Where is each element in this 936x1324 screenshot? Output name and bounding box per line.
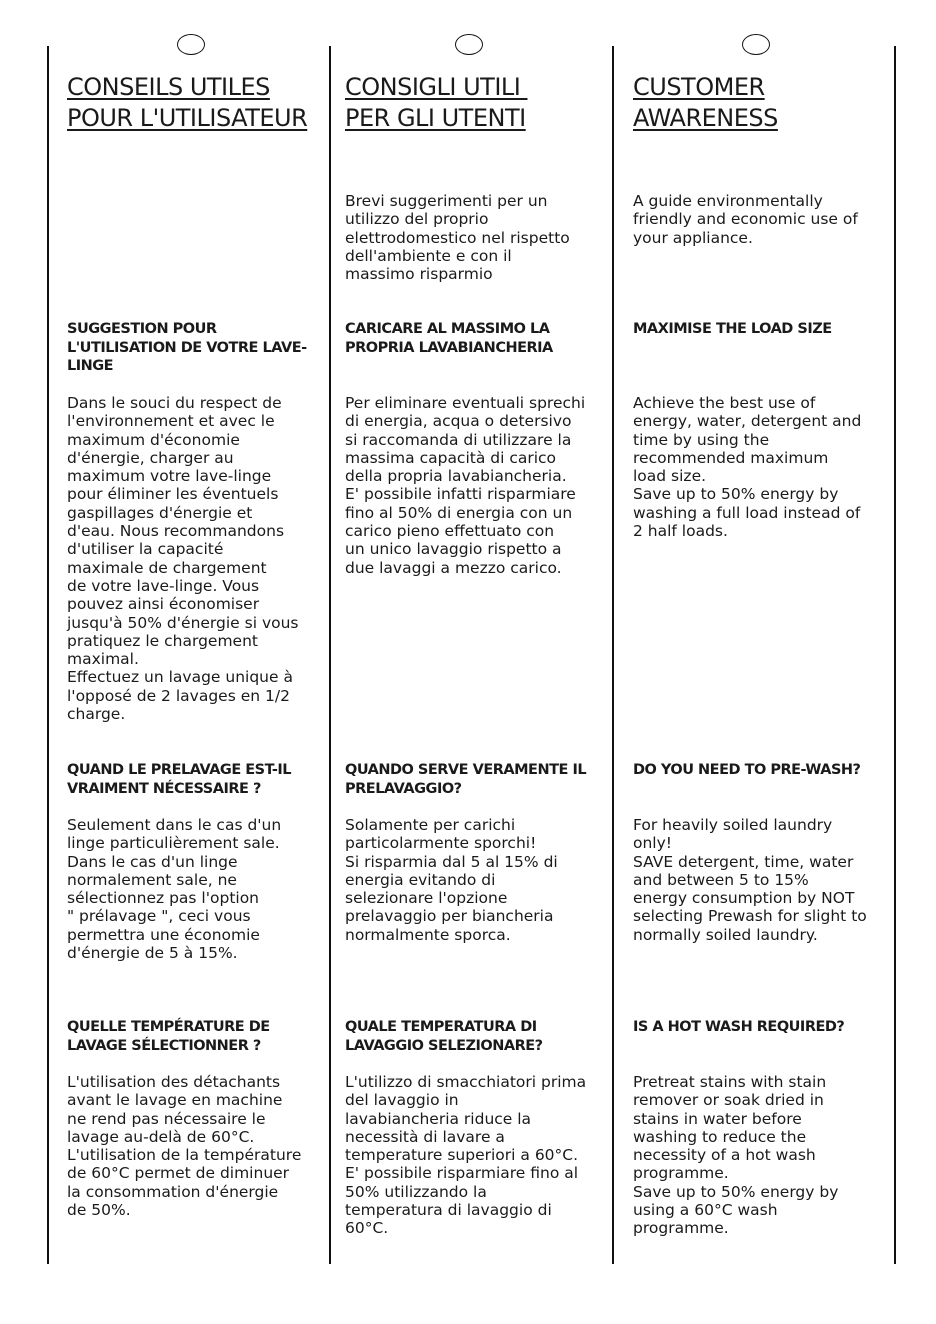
title-line: AWARENESS (633, 104, 778, 132)
body-line: de 50%. (67, 1201, 131, 1220)
intro-line: your appliance. (633, 228, 753, 247)
body-line: Save up to 50% energy by (633, 1182, 839, 1201)
body-line: Dans le cas d'un linge (67, 852, 238, 871)
language-marker-icon (455, 34, 483, 55)
body-line: gaspillages d'énergie et (67, 503, 253, 522)
section-heading (633, 1018, 903, 1037)
body-line: load size. (633, 467, 707, 486)
column-divider (329, 46, 331, 1264)
body-line: stains in water before (633, 1109, 802, 1128)
body-line: pour éliminer les éventuels (67, 485, 279, 504)
body-line: and between 5 to 15% (633, 870, 809, 889)
body-line: Pretreat stains with stain (633, 1073, 827, 1091)
heading-line: QUELLE TEMPÉRATURE DE (67, 1019, 270, 1035)
body-line: programme. (633, 1164, 729, 1183)
body-line: l'environnement et avec le (67, 412, 275, 431)
body-line: Save up to 50% energy by (633, 485, 839, 504)
intro-line: utilizzo del proprio (345, 210, 489, 229)
body-line: only! (633, 834, 672, 853)
body-line: selecting Prewash for slight to (633, 907, 867, 926)
body-line: massima capacità di carico (345, 448, 557, 467)
body-line: E' possibile infatti risparmiare (345, 485, 576, 504)
body-line: L'utilisation des détachants (67, 1073, 281, 1091)
body-line: fino al 50% di energia con un (345, 503, 573, 522)
section-body (345, 1073, 607, 1238)
body-line: charge. (67, 705, 126, 724)
heading-line: LAVAGGIO SELEZIONARE? (345, 1037, 543, 1054)
column-intro (633, 192, 895, 247)
body-line: washing to reduce the (633, 1127, 807, 1146)
body-line: si raccomanda di utilizzare la (345, 430, 572, 449)
section-heading (633, 761, 903, 780)
heading-line: QUALE TEMPERATURA DI (345, 1019, 537, 1035)
body-line: 2 half loads. (633, 522, 728, 541)
body-line: selezionare l'opzione (345, 889, 508, 908)
body-line: energy, water, detergent and (633, 412, 862, 431)
body-line: d'énergie, charger au (67, 448, 234, 467)
column-intro (345, 192, 607, 283)
heading-line: LINGE (67, 358, 114, 375)
heading-line: IS A HOT WASH REQUIRED? (633, 1019, 845, 1035)
title-line: POUR L'UTILISATEUR (67, 104, 308, 132)
body-line: de 60°C permet de diminuer (67, 1164, 290, 1183)
intro-line: dell'ambiente e con il (345, 246, 512, 265)
body-line: d'énergie de 5 à 15%. (67, 944, 238, 963)
section-heading (67, 761, 337, 798)
body-line: ne rend pas nécessaire le (67, 1109, 266, 1128)
title-line: PER GLI UTENTI (345, 104, 526, 132)
title-line: CUSTOMER (633, 73, 765, 101)
section-heading (345, 320, 615, 357)
body-line: necessity of a hot wash (633, 1146, 816, 1165)
body-line: Solamente per carichi (345, 816, 516, 834)
body-line: " prélavage ", ceci vous (67, 907, 251, 926)
body-line: maximum votre lave-linge (67, 467, 272, 486)
body-line: Achieve the best use of (633, 394, 816, 412)
language-marker-icon (742, 34, 770, 55)
section-body (67, 394, 329, 723)
section-body (345, 816, 607, 944)
body-line: SAVE detergent, time, water (633, 852, 854, 871)
body-line: pouvez ainsi économiser (67, 595, 260, 614)
body-line: Per eliminare eventuali sprechi (345, 394, 586, 412)
body-line: Dans le souci du respect de (67, 394, 282, 412)
section-heading (67, 1018, 337, 1055)
body-line: linge particulièrement sale. (67, 834, 280, 853)
column-title (633, 72, 778, 134)
body-line: pratiquez le chargement (67, 631, 258, 650)
body-line: un unico lavaggio rispetto a (345, 540, 562, 559)
body-line: 60°C. (345, 1219, 389, 1238)
body-line: carico pieno effettuato con (345, 522, 555, 541)
body-line: recommended maximum (633, 448, 829, 467)
body-line: prelavaggio per biancheria (345, 907, 554, 926)
body-line: maximal. (67, 650, 139, 669)
heading-line: QUANDO SERVE VERAMENTE IL (345, 762, 587, 778)
body-line: due lavaggi a mezzo carico. (345, 558, 562, 577)
body-line: normally soiled laundry. (633, 925, 818, 944)
title-line: CONSIGLI UTILI (345, 73, 528, 101)
body-line: lavabiancheria riduce la (345, 1109, 532, 1128)
body-line: maximale de chargement (67, 558, 267, 577)
intro-line: A guide environmentally (633, 192, 823, 210)
intro-line: massimo risparmio (345, 265, 493, 284)
column-title (67, 72, 307, 134)
body-line: Seulement dans le cas d'un (67, 816, 282, 834)
section-body (67, 1073, 329, 1219)
section-body (633, 816, 895, 944)
body-line: d'utiliser la capacité (67, 540, 224, 559)
heading-line: L'UTILISATION DE VOTRE LAVE- (67, 339, 307, 356)
heading-line: QUAND LE PRELAVAGE EST-IL (67, 762, 292, 778)
body-line: temperature superiori a 60°C. (345, 1146, 579, 1165)
body-line: L'utilisation de la température (67, 1146, 302, 1165)
body-line: Si risparmia dal 5 al 15% di (345, 852, 558, 871)
body-line: lavage au-delà de 60°C. (67, 1127, 255, 1146)
body-line: energy consumption by NOT (633, 889, 855, 908)
body-line: sélectionnez pas l'option (67, 889, 260, 908)
body-line: E' possibile risparmiare fino al (345, 1164, 579, 1183)
body-line: de votre lave-linge. Vous (67, 576, 260, 595)
body-line: del lavaggio in (345, 1091, 459, 1110)
section-body (67, 816, 329, 962)
body-line: l'opposé de 2 lavages en 1/2 (67, 686, 290, 705)
intro-line: elettrodomestico nel rispetto (345, 228, 570, 247)
language-marker-icon (177, 34, 205, 55)
body-line: la consommation d'énergie (67, 1182, 279, 1201)
body-line: jusqu'à 50% d'énergie si vous (67, 613, 299, 632)
body-line: maximum d'économie (67, 430, 240, 449)
body-line: avant le lavage en machine (67, 1091, 283, 1110)
column-divider (47, 46, 49, 1264)
section-body (633, 394, 895, 540)
section-heading (345, 1018, 615, 1055)
body-line: washing a full load instead of (633, 503, 861, 522)
body-line: programme. (633, 1219, 729, 1238)
heading-line: DO YOU NEED TO PRE-WASH? (633, 762, 861, 778)
section-heading (633, 320, 903, 339)
intro-line: Brevi suggerimenti per un (345, 192, 548, 210)
section-heading (67, 320, 337, 376)
section-body (345, 394, 607, 577)
body-line: 50% utilizzando la (345, 1182, 487, 1201)
body-line: energia evitando di (345, 870, 496, 889)
body-line: particolarmente sporchi! (345, 834, 537, 853)
body-line: permettra une économie (67, 925, 260, 944)
heading-line: VRAIMENT NÉCESSAIRE ? (67, 780, 261, 797)
title-line: CONSEILS UTILES (67, 73, 270, 101)
body-line: di energia, acqua o detersivo (345, 412, 572, 431)
body-line: remover or soak dried in (633, 1091, 824, 1110)
intro-line: friendly and economic use of (633, 210, 858, 229)
heading-line: PRELAVAGGIO? (345, 780, 462, 797)
body-line: d'eau. Nous recommandons (67, 522, 285, 541)
heading-line: SUGGESTION POUR (67, 321, 217, 337)
body-line: necessità di lavare a (345, 1127, 505, 1146)
column-title (345, 72, 527, 134)
body-line: using a 60°C wash (633, 1201, 778, 1220)
section-heading (345, 761, 615, 798)
section-body (633, 1073, 895, 1238)
body-line: temperatura di lavaggio di (345, 1201, 552, 1220)
body-line: normalement sale, ne (67, 870, 237, 889)
body-line: time by using the (633, 430, 770, 449)
body-line: For heavily soiled laundry (633, 816, 833, 834)
body-line: Effectuez un lavage unique à (67, 668, 293, 687)
heading-line: MAXIMISE THE LOAD SIZE (633, 321, 832, 337)
heading-line: LAVAGE SÉLECTIONNER ? (67, 1037, 261, 1054)
body-line: L'utilizzo di smacchiatori prima (345, 1073, 587, 1091)
body-line: della propria lavabiancheria. (345, 467, 567, 486)
body-line: normalmente sporca. (345, 925, 511, 944)
heading-line: PROPRIA LAVABIANCHERIA (345, 339, 553, 356)
heading-line: CARICARE AL MASSIMO LA (345, 321, 550, 337)
column-divider (612, 46, 614, 1264)
